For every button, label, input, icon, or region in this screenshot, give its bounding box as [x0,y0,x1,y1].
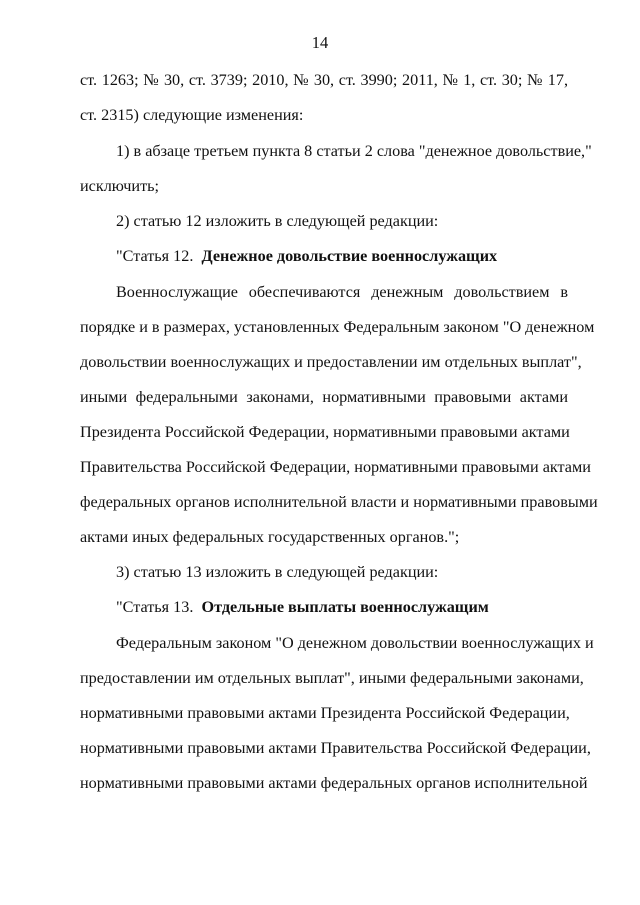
text-line: актами иных федеральных государственных органов."; [80,528,460,546]
article-13-heading [116,597,568,617]
article-12-title: Денежное довольствие военнослужащих [201,247,498,265]
text-line: предоставлении им отдельных выплат", иными федеральными законами, [80,669,584,687]
text-line: Правительства Российской Федерации, нормативными правовыми актами [80,458,591,476]
article-12-heading [116,246,568,266]
text-line: ст. 2315) следующие изменения: [80,106,304,124]
text-line: 3) статью 13 изложить в следующей редакции: [116,563,439,581]
text-line: нормативными правовыми актами федеральных органов исполнительной [80,774,588,792]
text-line: исключить; [80,177,160,195]
text-line: нормативными правовыми актами Правительства Российской Федерации, [80,739,591,757]
article-12-prefix: "Статья 12. [116,247,194,265]
text-line: порядке и в размерах, установленных Федеральным законом "О денежном [80,318,595,336]
text-line: Президента Российской Федерации, нормативными правовыми актами [80,423,570,441]
text-line: довольствии военнослужащих и предоставлении им отдельных выплат", [80,353,582,371]
page-number: 14 [311,33,329,52]
text-line: федеральных органов исполнительной власти и нормативными правовыми [80,493,598,511]
text-line: ст. 1263; № 30, ст. 3739; 2010, № 30, ст. 3990; 2011, № 1, ст. 30; № 17, [80,71,568,89]
text-line: иными федеральными законами, нормативными правовыми актами [80,388,568,406]
article-13-prefix: "Статья 13. [116,598,194,616]
text-line: Федеральным законом "О денежном довольствии военнослужащих и [116,634,594,652]
text-line: 1) в абзаце третьем пункта 8 статьи 2 слова "денежное довольствие," [116,142,592,160]
text-line: нормативными правовыми актами Президента Российской Федерации, [80,704,570,722]
text-line: Военнослужащие обеспечиваются денежным довольствием в [116,283,568,301]
article-13-title: Отдельные выплаты военнослужащим [201,598,489,616]
text-line: 2) статью 12 изложить в следующей редакции: [116,212,439,230]
